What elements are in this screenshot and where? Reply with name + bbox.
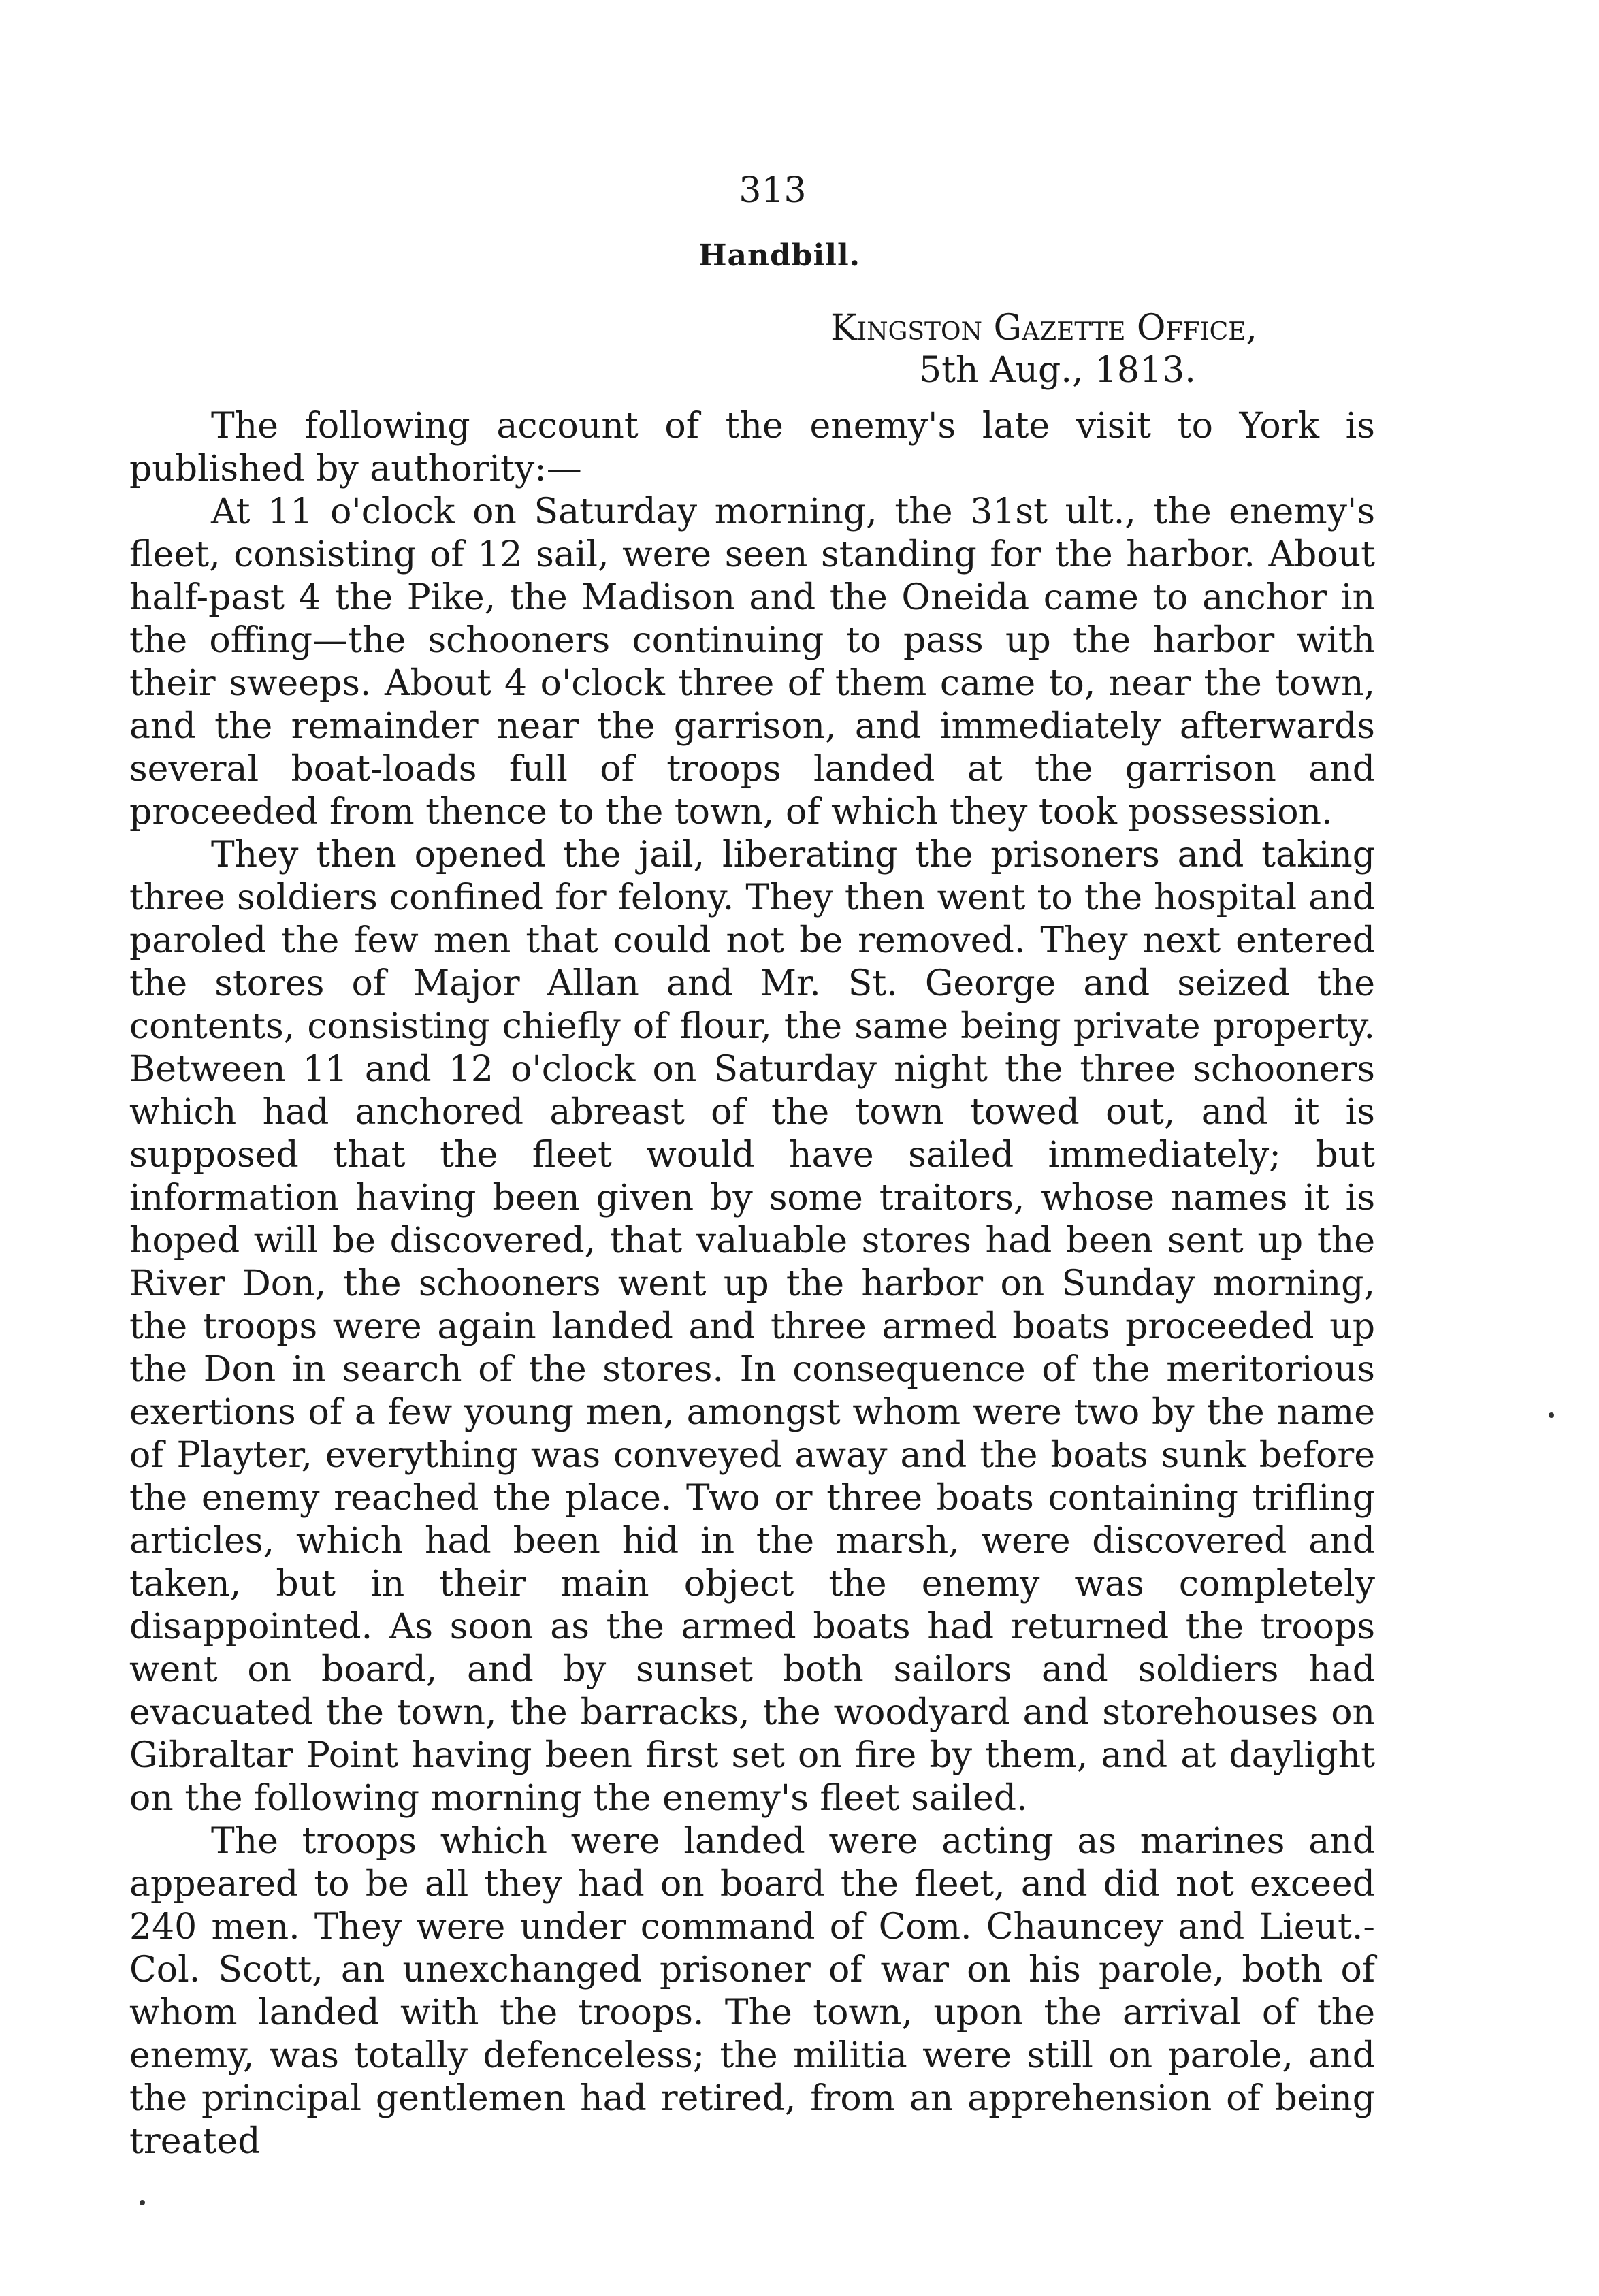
stray-ink-mark [1549,1412,1554,1418]
dateline-date: 5th Aug., 1813. [919,350,1196,391]
document-heading: Handbill. [698,238,861,273]
dateline [129,307,1375,391]
paragraph: At 11 o'clock on Saturday morning, the 31st ult., the enemy's fleet, consisting of 12 sail, were seen standing for the harbor. About half-past 4 the Pike, the Madison and the Oneida came to anchor in the offing—the schooners continuing to pass up the harbor with their sweeps. About 4 o'clock three of them came to, near the town, and the remainder near the garrison, and immediately afterwards several boat-loads full of troops landed at the garrison and proceeded from thence to the town, of which they took possession. [129,491,1375,832]
paragraph: They then opened the jail, liberating the prisoners and taking three soldiers confined for felony. They then went to the hospital and paroled the few men that could not be removed. They next entered the stores of Major Allan and Mr. St. George and seized the contents, consisting chiefly of flour, the same being private property. Between 11 and 12 o'clock on Saturday night the three schooners which had anchored abreast of the town towed out, and it is supposed that the fleet would have sailed immediately; but information having been given by some traitors, whose names it is hoped will be discovered, that valuable stores had been sent up the River Don, the schooners went up the harbor on Sunday morning, the troops were again landed and three armed boats proceeded up the Don in search of the stores. In consequence of the meritorious exertions of a few young men, amongst whom were two by the name of Playter, everything was conveyed away and the boats sunk before the enemy reached the place. Two or three boats containing trifling articles, which had been hid in the marsh, were discovered and taken, but in their main object the enemy was completely disappointed. As soon as the armed boats had returned the troops went on board, and by sunset both sailors and soldiers had evacuated the town, the barracks, the woodyard and storehouses on Gibraltar Point having been first set on fire by them, and at daylight on the following morning the enemy's fleet sailed. [129,835,1375,1819]
dateline-office: Kingston Gazette Office, [830,308,1258,349]
stray-ink-mark [140,2200,145,2205]
document-page [129,170,1375,2163]
paragraph: The following account of the enemy's late visit to York is published by authority:— [129,406,1375,489]
paragraph: The troops which were landed were acting as marines and appeared to be all they had on board the fleet, and did not exceed 240 men. They were under command of Com. Chauncey and Lieut.-Col. Scott, an unexchanged prisoner of war on his parole, both of whom landed with the troops. The town, upon the arrival of the enemy, was totally defenceless; the militia were still on parole, and the principal gentlemen had retired, from an apprehension of being treated [129,1821,1375,2162]
page-number: 313 [739,170,807,211]
body-text [129,405,1375,2163]
